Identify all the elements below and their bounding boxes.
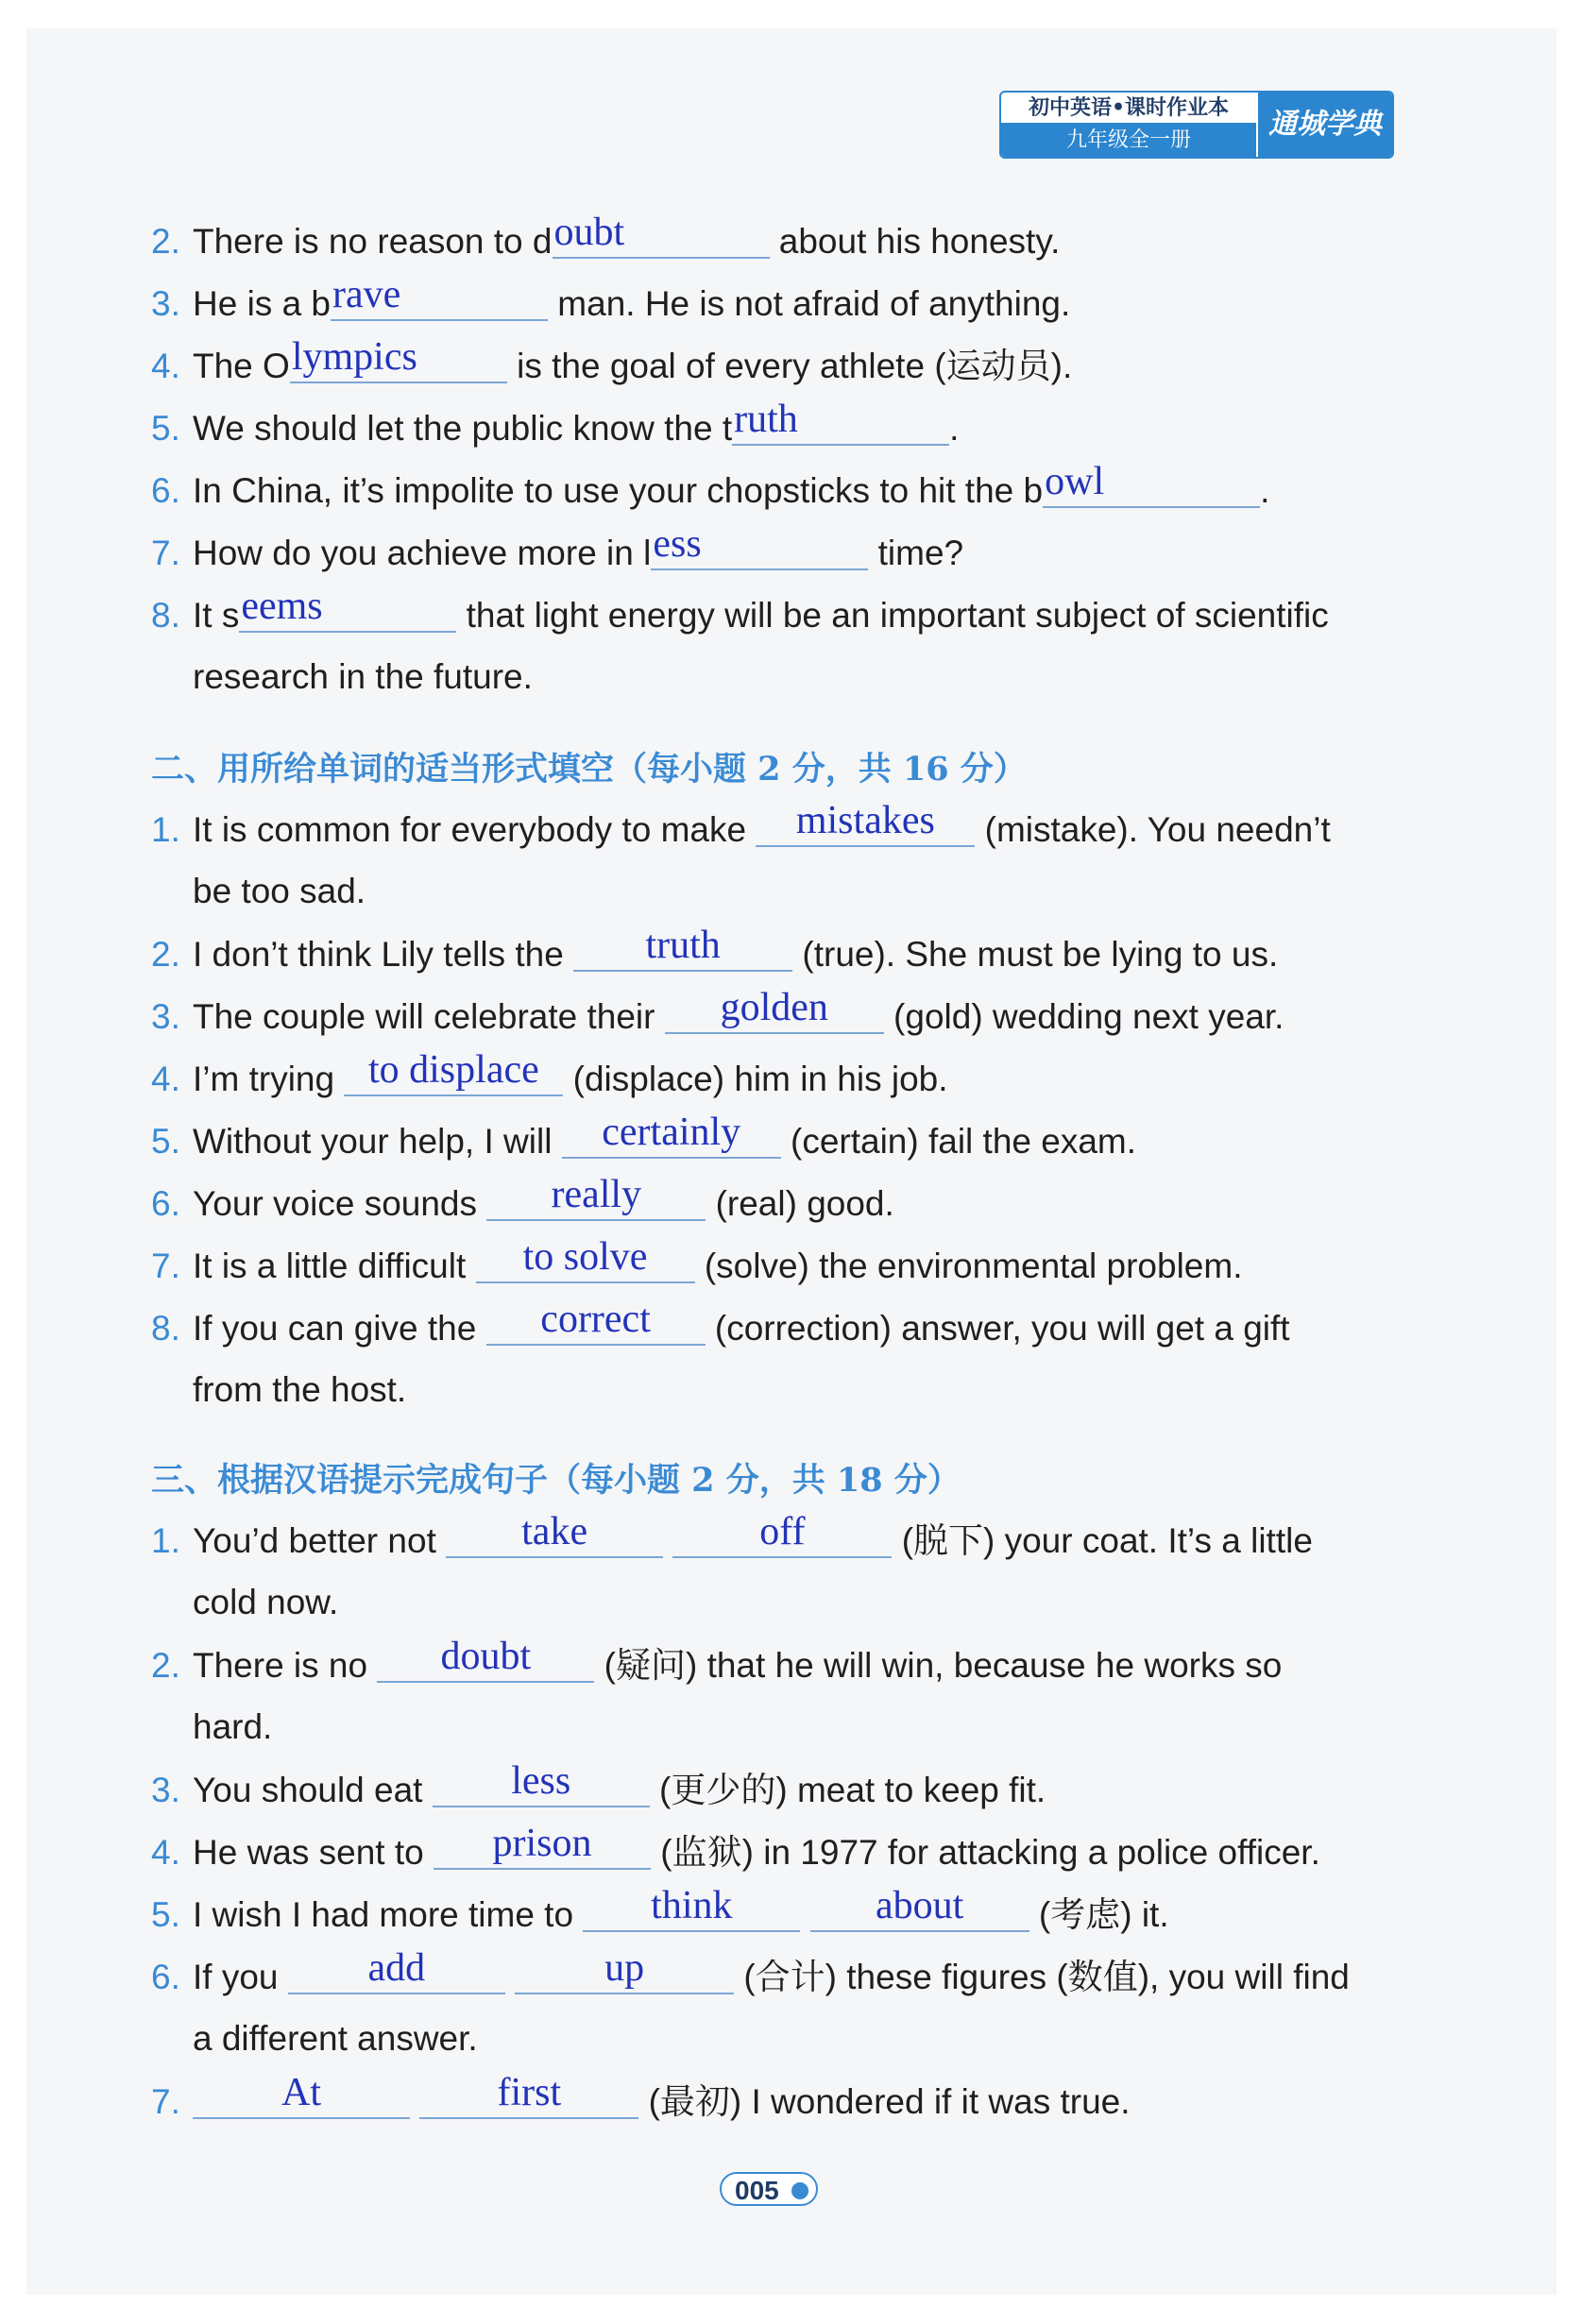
s2-item-3: 3. The couple will celebrate their golden (gold) wedding next year. xyxy=(151,986,1284,1036)
answer-blank-2[interactable]: off xyxy=(672,1518,892,1558)
s2-item-6: 6. Your voice sounds really (real) good. xyxy=(151,1173,894,1223)
answer-blank-1[interactable]: less xyxy=(433,1768,650,1807)
book-badge xyxy=(999,91,1394,159)
s3-item-1: 1. You’d better not take off (脱下) your coat. It’s a little xyxy=(151,1510,1313,1560)
answer-blank[interactable]: lympics xyxy=(290,344,507,383)
s3-item-6: 6. If you add up (合计) these figures (数值), you will find xyxy=(151,1946,1350,1996)
s1-item-2: 2. There is no reason to d oubt about his honesty. xyxy=(151,211,1061,261)
s2-item-7: 7. It is a little difficult to solve (solve) the environmental problem. xyxy=(151,1235,1243,1285)
answer-blank[interactable]: really xyxy=(486,1181,706,1221)
s1-item-5: 5. We should let the public know the t ruth . xyxy=(151,398,960,448)
grade-label: 九年级全一册 xyxy=(1001,123,1256,157)
s3-item-4: 4. He was sent to prison (监狱) in 1977 for attacking a police officer. xyxy=(151,1822,1320,1872)
s3-item-2: 2. There is no doubt (疑问) that he will win, because he works so xyxy=(151,1635,1283,1685)
answer-blank[interactable]: to solve xyxy=(476,1244,695,1283)
s2-item-5: 5. Without your help, I will certainly (certain) fail the exam. xyxy=(151,1111,1137,1161)
answer-blank-1[interactable]: think xyxy=(583,1892,800,1932)
answer-blank-2[interactable]: about xyxy=(810,1892,1029,1932)
s1-item-7: 7. How do you achieve more in l ess time? xyxy=(151,522,964,572)
s3-item-7: 7. At first (最初) I wondered if it was true. xyxy=(151,2071,1131,2121)
answer-blank-2[interactable]: up xyxy=(515,1955,734,1994)
answer-blank-1[interactable]: take xyxy=(446,1518,663,1558)
s2-item-1: 1. It is common for everybody to make mistakes (mistake). You needn’t xyxy=(151,799,1331,849)
answer-blank[interactable]: mistakes xyxy=(756,807,975,847)
section2-heading: 二、用所给单词的适当形式填空（每小题 2 分，共 16 分） xyxy=(151,750,1027,789)
answer-blank[interactable]: rave xyxy=(331,281,548,321)
s2-item-8-cont: from the host. xyxy=(193,1370,407,1409)
brand-logo: 通城学典 xyxy=(1258,93,1392,157)
answer-blank[interactable]: oubt xyxy=(553,219,770,259)
answer-blank[interactable]: golden xyxy=(665,994,884,1034)
book-title: 初中英语•课时作业本 xyxy=(1028,95,1230,120)
s2-item-4: 4. I’m trying to displace (displace) him in his job. xyxy=(151,1048,948,1098)
s1-item-8-cont: research in the future. xyxy=(193,657,533,696)
page-number: 005 xyxy=(720,2172,818,2206)
s3-item-2-cont: hard. xyxy=(193,1707,273,1746)
s3-item-3: 3. You should eat less (更少的) meat to keep fit. xyxy=(151,1759,1046,1809)
answer-blank-1[interactable]: doubt xyxy=(377,1643,594,1683)
answer-blank-1[interactable]: add xyxy=(288,1955,505,1994)
s3-item-1-cont: cold now. xyxy=(193,1583,339,1621)
answer-blank[interactable]: eems xyxy=(239,593,456,633)
s3-item-6-cont: a different answer. xyxy=(193,2019,478,2058)
answer-blank-1[interactable]: At xyxy=(193,2079,410,2119)
s1-item-6: 6. In China, it’s impolite to use your chopsticks to hit the b owl . xyxy=(151,460,1270,510)
s1-item-8: 8. It s eems that light energy will be an important subject of scientific xyxy=(151,585,1329,635)
section3-heading: 三、根据汉语提示完成句子（每小题 2 分，共 18 分） xyxy=(151,1461,961,1500)
answer-blank[interactable]: to displace xyxy=(344,1057,563,1096)
page-dot-icon xyxy=(791,2182,808,2199)
answer-blank-1[interactable]: prison xyxy=(434,1830,651,1870)
answer-blank[interactable]: ess xyxy=(651,531,868,570)
answer-blank-2[interactable]: first xyxy=(419,2079,638,2119)
answer-blank[interactable]: owl xyxy=(1043,468,1260,508)
answer-blank[interactable]: certainly xyxy=(562,1119,781,1159)
answer-blank[interactable]: correct xyxy=(486,1306,706,1346)
answer-blank[interactable]: ruth xyxy=(732,406,949,446)
s2-item-8: 8. If you can give the correct (correction) answer, you will get a gift xyxy=(151,1298,1290,1348)
s1-item-4: 4. The O lympics is the goal of every athlete (运动员). xyxy=(151,335,1073,385)
s2-item-1-cont: be too sad. xyxy=(193,872,366,910)
s2-item-2: 2. I don’t think Lily tells the truth (true). She must be lying to us. xyxy=(151,924,1279,974)
s3-item-5: 5. I wish I had more time to think about (考虑) it. xyxy=(151,1884,1169,1934)
s1-item-3: 3. He is a b rave man. He is not afraid of anything. xyxy=(151,273,1071,323)
answer-blank[interactable]: truth xyxy=(573,932,792,972)
